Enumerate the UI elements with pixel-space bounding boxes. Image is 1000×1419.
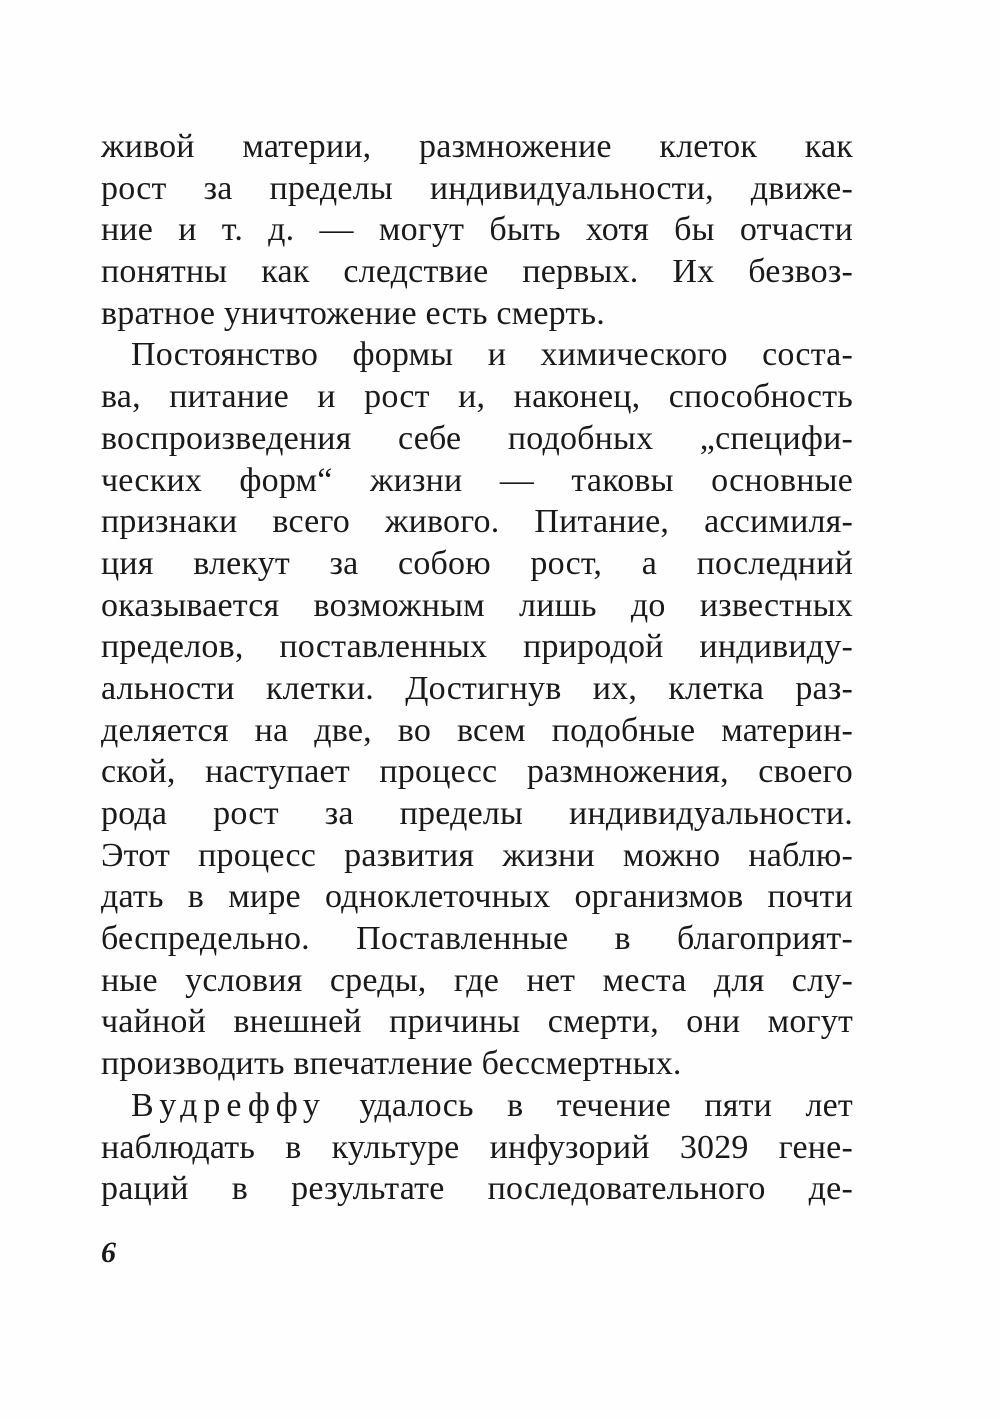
text-line: ской, наступает процесс размножения, своего (101, 753, 853, 791)
text-line: ция влекут за собою рост, а последний (101, 544, 853, 582)
text-line: живой материи, размножение клеток как (101, 128, 853, 165)
text-line: деляется на две, во всем подобные материн- (101, 711, 853, 749)
paragraph-3 (101, 1085, 853, 1210)
text-line: Этот процесс развития жизни можно наблю- (101, 836, 853, 874)
text-line: альности клетки. Достигнув их, клетка раз- (101, 669, 853, 707)
body-text (101, 126, 853, 1210)
paragraph-2 (101, 334, 853, 1084)
text-line: оказывается возможным лишь до известных (101, 586, 853, 624)
text-line: чайной внешней причины смерти, они могут (101, 1003, 853, 1041)
text-line: пределов, поставленных природой индивиду- (101, 628, 853, 666)
page-number: 6 (101, 1236, 116, 1269)
text-line: рода рост за пределы индивидуальности. (101, 795, 853, 832)
text-line: ва, питание и рост и, наконец, способность (101, 378, 853, 416)
text-line: производить впечатление бессмертных. (101, 1045, 682, 1083)
text-line: беспредельно. Поставленные в благоприят- (101, 920, 853, 958)
text-line: понятны как следствие первых. Их безвоз- (101, 253, 853, 291)
text-line (101, 1085, 853, 1127)
text-line: воспроизведения себе подобных „специфи- (101, 419, 853, 457)
text-line: ческих форм“ жизни — таковы основные (101, 461, 853, 499)
text-fragment: удалось в течение пяти лет (325, 1086, 853, 1124)
text-line: вратное уничтожение есть смерть. (101, 294, 605, 332)
text-line: ные условия среды, где нет места для слу- (101, 961, 853, 999)
text-line: Постоянство формы и химического соста- (131, 336, 853, 374)
spaced-name-woodruff: Вудреффу (131, 1086, 326, 1124)
text-line: признаки всего живого. Питание, ассимиля- (101, 503, 853, 541)
text-line: раций в результате последовательного де- (101, 1170, 853, 1208)
text-line: ние и т. д. — могут быть хотя бы отчасти (101, 211, 853, 249)
paragraph-1 (101, 126, 853, 334)
text-line: наблюдать в культуре инфузорий 3029 гене- (101, 1128, 853, 1166)
text-line: дать в мире одноклеточных организмов почти (101, 878, 853, 916)
text-line: рост за пределы индивидуальности, движе- (101, 169, 853, 207)
